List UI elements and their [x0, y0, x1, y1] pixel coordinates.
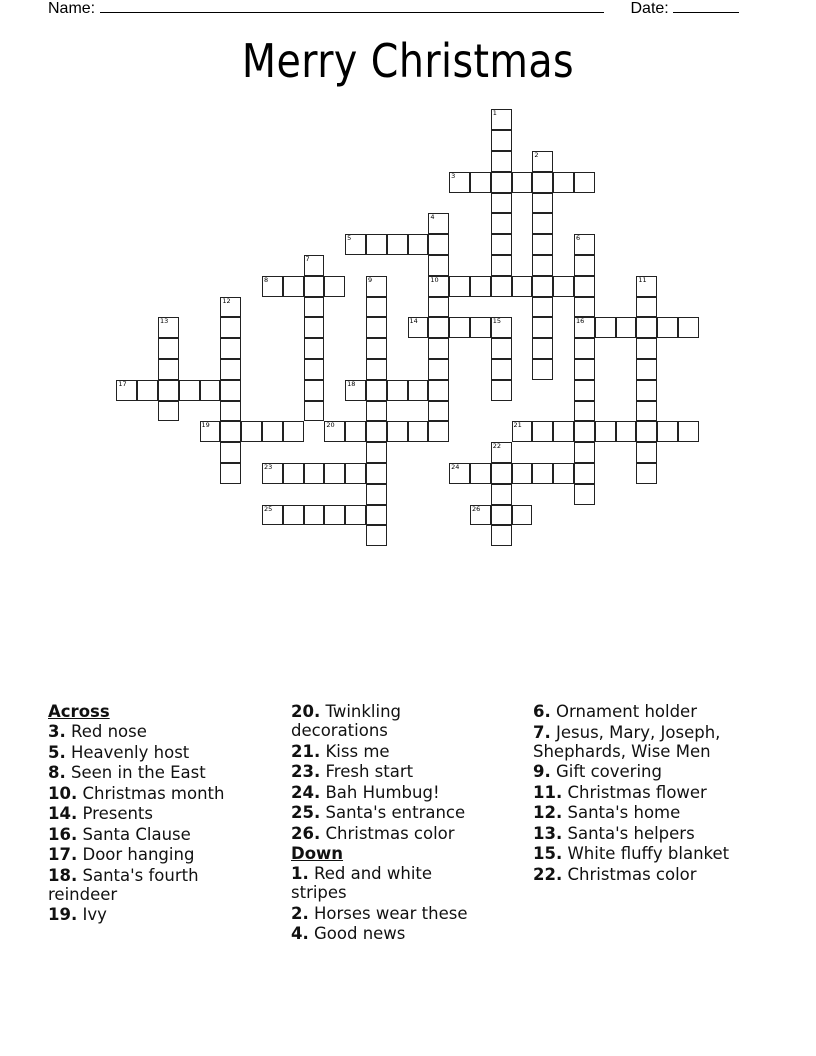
- page-title: Merry Christmas: [241, 34, 575, 88]
- clue-number: 26: [471, 504, 481, 513]
- grid-cell[interactable]: [532, 276, 553, 297]
- grid-cell[interactable]: [158, 317, 179, 338]
- clue-down-6: 6. Ornament holder: [533, 702, 697, 721]
- grid-cell[interactable]: [283, 421, 304, 442]
- grid-cell[interactable]: [512, 421, 533, 442]
- grid-cell[interactable]: [491, 463, 512, 484]
- grid-cell[interactable]: [636, 317, 657, 338]
- clue-number: 6: [575, 234, 581, 243]
- grid-cell[interactable]: [324, 421, 345, 442]
- grid-cell[interactable]: [345, 380, 366, 401]
- grid-cell[interactable]: [428, 297, 449, 318]
- grid-cell[interactable]: [200, 421, 221, 442]
- clues-column-3: [533, 702, 773, 885]
- grid-cell[interactable]: [449, 463, 470, 484]
- grid-cell[interactable]: [366, 380, 387, 401]
- clue-across-3: 3. Red nose: [48, 722, 147, 741]
- grid-cell[interactable]: [304, 505, 325, 526]
- grid-cell[interactable]: [408, 421, 429, 442]
- grid-cell[interactable]: [449, 276, 470, 297]
- down-heading: Down: [291, 844, 344, 863]
- grid-cell[interactable]: [636, 276, 657, 297]
- clue-number: 22: [492, 442, 502, 451]
- grid-cell[interactable]: [491, 276, 512, 297]
- grid-cell[interactable]: [304, 297, 325, 318]
- grid-cell[interactable]: [220, 442, 241, 463]
- grid-cell[interactable]: [366, 317, 387, 338]
- grid-cell[interactable]: [512, 505, 533, 526]
- grid-cell[interactable]: [200, 380, 221, 401]
- clue-across-8: 8. Seen in the East: [48, 763, 206, 782]
- grid-cell[interactable]: [574, 172, 595, 193]
- grid-cell[interactable]: [158, 380, 179, 401]
- grid-cell[interactable]: [553, 421, 574, 442]
- grid-cell[interactable]: [366, 505, 387, 526]
- grid-cell[interactable]: [678, 317, 699, 338]
- clue-down-13: 13. Santa's helpers: [533, 823, 695, 843]
- grid-cell[interactable]: [408, 234, 429, 255]
- grid-cell[interactable]: [574, 463, 595, 484]
- grid-cell[interactable]: [491, 172, 512, 193]
- grid-cell[interactable]: [220, 297, 241, 318]
- clue-number: 1: [492, 109, 497, 118]
- grid-cell[interactable]: [470, 317, 491, 338]
- grid-cell[interactable]: [345, 505, 366, 526]
- grid-cell[interactable]: [428, 359, 449, 380]
- grid-cell[interactable]: [241, 421, 262, 442]
- grid-cell[interactable]: [220, 317, 241, 338]
- grid-cell[interactable]: [491, 109, 512, 130]
- clue-across-17: 17. Door hanging: [48, 845, 195, 864]
- grid-cell[interactable]: [428, 421, 449, 442]
- grid-cell[interactable]: [470, 276, 491, 297]
- clues-column-1: [48, 702, 268, 926]
- grid-cell[interactable]: [636, 359, 657, 380]
- name-label: Name:: [48, 0, 96, 17]
- grid-cell[interactable]: [532, 317, 553, 338]
- grid-cell[interactable]: [678, 421, 699, 442]
- grid-cell[interactable]: [532, 193, 553, 214]
- grid-cell[interactable]: [304, 463, 325, 484]
- grid-cell[interactable]: [636, 297, 657, 318]
- grid-cell[interactable]: [491, 151, 512, 172]
- clue-down-12: 12. Santa's home: [533, 803, 681, 822]
- grid-cell[interactable]: [366, 463, 387, 484]
- grid-cell[interactable]: [491, 255, 512, 276]
- clue-across-10: 10. Christmas month: [48, 783, 225, 803]
- grid-cell[interactable]: [636, 401, 657, 422]
- grid-cell[interactable]: [532, 359, 553, 380]
- grid-cell[interactable]: [366, 338, 387, 359]
- grid-cell[interactable]: [366, 484, 387, 505]
- grid-cell[interactable]: [304, 276, 325, 297]
- grid-cell[interactable]: [491, 193, 512, 214]
- grid-cell[interactable]: [283, 463, 304, 484]
- grid-cell[interactable]: [553, 276, 574, 297]
- clue-number: 13: [159, 317, 169, 326]
- grid-cell[interactable]: [345, 463, 366, 484]
- grid-cell[interactable]: [449, 317, 470, 338]
- grid-cell[interactable]: [220, 401, 241, 422]
- clue-number: 12: [222, 296, 231, 305]
- grid-cell[interactable]: [532, 463, 553, 484]
- grid-cell[interactable]: [366, 421, 387, 442]
- grid-cell[interactable]: [366, 442, 387, 463]
- grid-cell[interactable]: [345, 234, 366, 255]
- clue-number: 11: [638, 275, 647, 284]
- grid-cell[interactable]: [574, 380, 595, 401]
- grid-cell[interactable]: [616, 317, 637, 338]
- clue-number: 7: [305, 254, 310, 263]
- grid-cell[interactable]: [304, 317, 325, 338]
- grid-cell[interactable]: [532, 421, 553, 442]
- clue-number: 2: [534, 150, 539, 159]
- clues-column-2: [291, 702, 511, 945]
- grid-cell[interactable]: [428, 255, 449, 276]
- grid-cell[interactable]: [636, 421, 657, 442]
- clue-down-15: 15. White fluffy blanket: [533, 844, 730, 863]
- clue-number: 5: [347, 234, 352, 243]
- clue-down-7: 7. Jesus, Mary, Joseph, Shephards, Wise Men: [533, 722, 721, 761]
- clue-across-23: 23. Fresh start: [291, 762, 414, 781]
- grid-cell[interactable]: [304, 338, 325, 359]
- grid-cell[interactable]: [449, 172, 470, 193]
- grid-cell[interactable]: [532, 213, 553, 234]
- grid-cell[interactable]: [574, 297, 595, 318]
- clue-number: 9: [367, 275, 373, 284]
- grid-cell[interactable]: [657, 421, 678, 442]
- grid-cell[interactable]: [366, 401, 387, 422]
- clue-number: 19: [201, 421, 210, 430]
- clue-across-21: 21. Kiss me: [291, 741, 390, 761]
- grid-cell[interactable]: [116, 380, 137, 401]
- across-heading: Across: [48, 702, 110, 721]
- grid-cell[interactable]: [366, 297, 387, 318]
- grid-cell[interactable]: [574, 234, 595, 255]
- grid-cell[interactable]: [657, 317, 678, 338]
- clue-across-20: 20. Twinkling decorations: [291, 702, 402, 740]
- clue-number: 23: [263, 462, 273, 471]
- grid-cell[interactable]: [179, 380, 200, 401]
- clue-number: 20: [326, 421, 335, 430]
- grid-cell[interactable]: [428, 276, 449, 297]
- grid-cell[interactable]: [636, 380, 657, 401]
- grid-cell[interactable]: [491, 380, 512, 401]
- grid-cell[interactable]: [428, 338, 449, 359]
- clue-down-2: 2. Horses wear these: [291, 903, 468, 923]
- clue-across-14: 14. Presents: [48, 804, 153, 823]
- grid-cell[interactable]: [491, 442, 512, 463]
- clue-number: 18: [347, 379, 356, 388]
- grid-cell[interactable]: [220, 359, 241, 380]
- grid-cell[interactable]: [304, 255, 325, 276]
- grid-cell[interactable]: [366, 359, 387, 380]
- grid-cell[interactable]: [532, 234, 553, 255]
- clue-across-16: 16. Santa Clause: [48, 824, 191, 844]
- clue-number: 17: [118, 379, 127, 388]
- grid-cell[interactable]: [262, 421, 283, 442]
- grid-cell[interactable]: [574, 442, 595, 463]
- grid-cell[interactable]: [324, 505, 345, 526]
- grid-cell[interactable]: [158, 401, 179, 422]
- grid-cell[interactable]: [262, 463, 283, 484]
- grid-cell[interactable]: [491, 338, 512, 359]
- grid-cell[interactable]: [387, 380, 408, 401]
- grid-cell[interactable]: [512, 463, 533, 484]
- clue-number: 4: [430, 213, 435, 222]
- grid-cell[interactable]: [491, 525, 512, 546]
- grid-cell[interactable]: [491, 317, 512, 338]
- clue-number: 10: [430, 275, 439, 284]
- grid-cell[interactable]: [137, 380, 158, 401]
- grid-cell[interactable]: [262, 276, 283, 297]
- grid-cell[interactable]: [366, 234, 387, 255]
- grid-cell[interactable]: [595, 421, 616, 442]
- grid-cell[interactable]: [616, 421, 637, 442]
- clue-number: 14: [409, 317, 418, 326]
- grid-cell[interactable]: [345, 421, 366, 442]
- grid-cell[interactable]: [158, 359, 179, 380]
- grid-cell[interactable]: [532, 255, 553, 276]
- grid-cell[interactable]: [428, 234, 449, 255]
- clue-number: 24: [451, 462, 460, 471]
- grid-cell[interactable]: [408, 380, 429, 401]
- clue-across-19: 19. Ivy: [48, 905, 107, 924]
- grid-cell[interactable]: [262, 505, 283, 526]
- clue-number: 16: [575, 317, 585, 326]
- grid-cell[interactable]: [512, 172, 533, 193]
- grid-cell[interactable]: [158, 338, 179, 359]
- grid-cell[interactable]: [470, 172, 491, 193]
- grid-cell[interactable]: [636, 338, 657, 359]
- grid-cell[interactable]: [574, 484, 595, 505]
- clue-number: 21: [513, 421, 522, 430]
- grid-cell[interactable]: [532, 338, 553, 359]
- grid-cell[interactable]: [387, 421, 408, 442]
- grid-cell[interactable]: [366, 276, 387, 297]
- grid-cell[interactable]: [304, 359, 325, 380]
- grid-cell[interactable]: [428, 213, 449, 234]
- grid-cell[interactable]: [283, 505, 304, 526]
- grid-cell[interactable]: [491, 505, 512, 526]
- clue-number: 3: [451, 171, 456, 180]
- grid-cell[interactable]: [532, 172, 553, 193]
- grid-cell[interactable]: [366, 525, 387, 546]
- grid-cell[interactable]: [574, 255, 595, 276]
- grid-cell[interactable]: [220, 338, 241, 359]
- grid-cell[interactable]: [220, 421, 241, 442]
- grid-cell[interactable]: [304, 380, 325, 401]
- clue-number: 8: [263, 275, 269, 284]
- grid-cell[interactable]: [470, 463, 491, 484]
- grid-cell[interactable]: [574, 317, 595, 338]
- grid-cell[interactable]: [491, 234, 512, 255]
- grid-cell[interactable]: [324, 463, 345, 484]
- clue-down-11: 11. Christmas flower: [533, 782, 707, 802]
- grid-cell[interactable]: [574, 276, 595, 297]
- grid-cell[interactable]: [408, 317, 429, 338]
- grid-cell[interactable]: [574, 338, 595, 359]
- grid-cell[interactable]: [512, 276, 533, 297]
- date-label: Date:: [630, 0, 669, 17]
- grid-cell[interactable]: [491, 213, 512, 234]
- clue-across-5: 5. Heavenly host: [48, 742, 190, 762]
- grid-cell[interactable]: [491, 484, 512, 505]
- grid-cell[interactable]: [574, 421, 595, 442]
- grid-cell[interactable]: [574, 401, 595, 422]
- grid-cell[interactable]: [636, 442, 657, 463]
- grid-cell[interactable]: [491, 130, 512, 151]
- grid-cell[interactable]: [595, 317, 616, 338]
- grid-cell[interactable]: [387, 234, 408, 255]
- grid-cell[interactable]: [553, 172, 574, 193]
- clue-number: 25: [263, 504, 273, 513]
- clue-down-9: 9. Gift covering: [533, 762, 662, 781]
- grid-cell[interactable]: [491, 359, 512, 380]
- grid-cell[interactable]: [553, 463, 574, 484]
- grid-cell[interactable]: [324, 276, 345, 297]
- grid-cell[interactable]: [428, 317, 449, 338]
- grid-cell[interactable]: [532, 297, 553, 318]
- clue-down-4: 4. Good news: [291, 924, 406, 943]
- grid-cell[interactable]: [574, 359, 595, 380]
- clue-across-24: 24. Bah Humbug!: [291, 782, 440, 802]
- clue-down-22: 22. Christmas color: [533, 864, 697, 884]
- grid-cell[interactable]: [636, 463, 657, 484]
- clue-down-1: 1. Red and white stripes: [291, 864, 433, 902]
- grid-cell[interactable]: [220, 380, 241, 401]
- grid-cell[interactable]: [283, 276, 304, 297]
- grid-cell[interactable]: [532, 151, 553, 172]
- grid-cell[interactable]: [428, 380, 449, 401]
- grid-cell[interactable]: [428, 401, 449, 422]
- clue-across-25: 25. Santa's entrance: [291, 803, 466, 822]
- grid-cell[interactable]: [220, 463, 241, 484]
- clue-number: 15: [492, 317, 502, 326]
- grid-cell[interactable]: [304, 401, 325, 422]
- clue-across-18: 18. Santa's fourth reindeer: [48, 865, 199, 904]
- grid-cell[interactable]: [470, 505, 491, 526]
- clue-across-26: 26. Christmas color: [291, 823, 455, 843]
